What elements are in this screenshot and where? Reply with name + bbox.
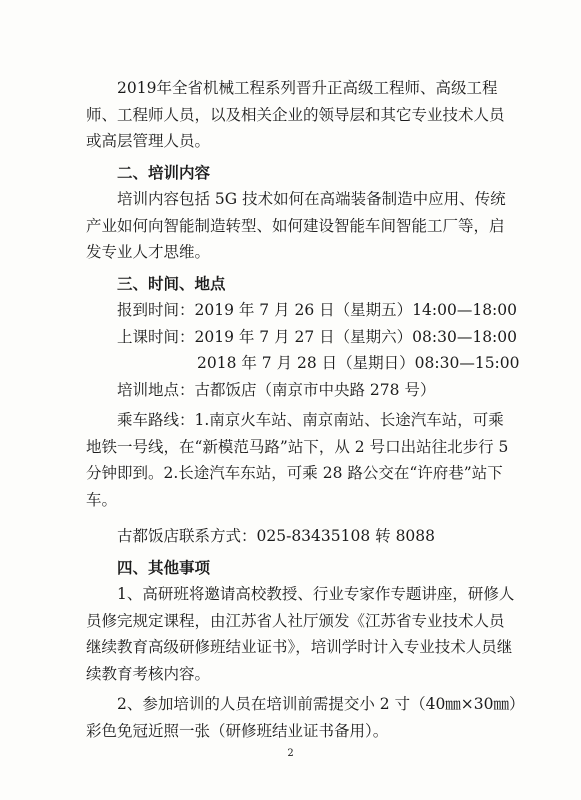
section-heading-content: 二、培训内容 bbox=[117, 162, 211, 182]
section-heading-time-place: 三、时间、地点 bbox=[117, 273, 226, 293]
page-number: 2 bbox=[287, 748, 294, 759]
training-location-line: 培训地点：古都饭店（南京市中央路 278 号） bbox=[117, 380, 436, 399]
paragraph-participants: 2019年全省机械工程系列晋升正高级工程师、高级工程师、工程师人员，以及相关企业的领导层和其它专业技术人员或高层管理人员。 bbox=[86, 79, 505, 150]
section-heading-other: 四、其他事项 bbox=[117, 557, 211, 577]
paragraph-training-content: 培训内容包括 5G 技术如何在高端装备制造中应用、传统产业如何向智能制造转型、如何建设智能车间智能工厂等，启发专业人才思维。 bbox=[86, 190, 506, 261]
class-time-line-2: 2018 年 7 月 28 日（星期日）08:30—15:00 bbox=[197, 354, 520, 372]
route-paragraph: 乘车路线：1.南京火车站、南京南站、长途汽车站，可乘地铁一号线，在“新模范马路”站下，从 2 号口出站往北步行 5 分钟即到。2.长途汽车东站，可乘 28 路公交在“许府巷”站下车。 bbox=[86, 411, 509, 509]
class-time-line-1: 上课时间：2019 年 7 月 27 日（星期六）08:30—18:00 bbox=[117, 327, 518, 346]
page-content bbox=[86, 75, 518, 744]
hotel-contact-line: 古都饭店联系方式：025-83435108 转 8088 bbox=[117, 527, 436, 545]
report-time-line: 报到时间：2019 年 7 月 26 日（星期五）14:00—18:00 bbox=[117, 301, 518, 319]
other-item-1: 1、高研班将邀请高校教授、行业专家作专题讲座，研修人员修完规定课程，由江苏省人社厅颁发《江苏省专业技术人员继续教育高级研修班结业证书》，培训学时计入专业技术人员继续教育考核内容。 bbox=[86, 585, 515, 683]
other-item-2: 2、参加培训的人员在培训前需提交小 2 寸（40㎜×30㎜）彩色免冠近照一张（研修班结业证书备用）。 bbox=[86, 695, 517, 740]
